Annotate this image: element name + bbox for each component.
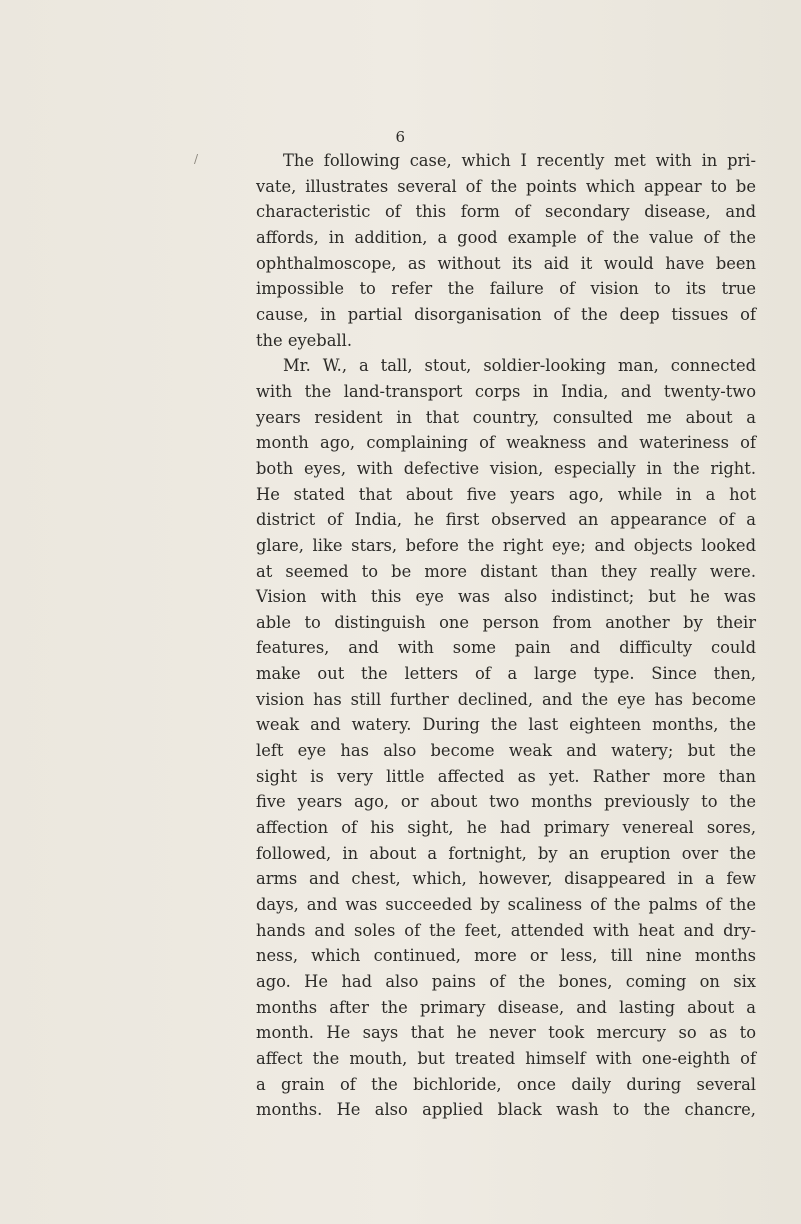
text-line: the eyeball.	[256, 330, 353, 350]
text-line: weak and watery. During the last eighteen months, the	[256, 715, 756, 735]
text-line: days, and was succeeded by scaliness of the palms of the	[256, 895, 756, 915]
text-line: years resident in that country, consulted me about a	[256, 407, 756, 427]
text-line: arms and chest, which, however, disappeared in a few	[256, 869, 756, 889]
text-line: make out the letters of a large type. Since then,	[256, 664, 756, 684]
text-line: The following case, which I recently met with in pri-	[283, 151, 756, 170]
text-line: He stated that about five years ago, while in a hot	[256, 484, 756, 504]
text-line: at seemed to be more distant than they really were.	[256, 561, 756, 581]
text-line: impossible to refer the failure of vision to its true	[256, 279, 756, 299]
text-line: followed, in about a fortnight, by an eruption over the	[256, 843, 756, 863]
text-line: month ago, complaining of weakness and wateriness of	[256, 433, 756, 453]
text-line: district of India, he first observed an appearance of a	[256, 510, 756, 530]
text-line: left eye has also become weak and watery; but the	[256, 741, 756, 761]
text-line: characteristic of this form of secondary disease, and	[256, 202, 756, 222]
text-line: sight is very little affected as yet. Rather more than	[256, 766, 756, 786]
text-line: affect the mouth, but treated himself with one-eighth of	[256, 1048, 756, 1068]
text-line: months. He also applied black wash to the chancre,	[256, 1100, 756, 1120]
text-line: affords, in addition, a good example of the value of the	[256, 227, 756, 247]
margin-mark: /	[194, 152, 199, 166]
text-line: a grain of the bichloride, once daily during several	[256, 1074, 756, 1094]
text-line: hands and soles of the feet, attended with heat and dry-	[256, 920, 756, 940]
text-line: able to distinguish one person from another by their	[256, 612, 756, 632]
text-line: features, and with some pain and difficulty could	[256, 638, 756, 658]
text-line: ophthalmoscope, as without its aid it would have been	[256, 253, 756, 273]
text-line: Mr. W., a tall, stout, soldier-looking man, connected	[283, 356, 756, 376]
text-line: ness, which continued, more or less, till nine months	[256, 946, 756, 966]
page-number: 6	[395, 128, 406, 146]
text-line: cause, in partial disorganisation of the deep tissues of	[256, 304, 756, 324]
text-line: with the land-transport corps in India, and twenty-two	[256, 381, 756, 401]
text-line: vision has still further declined, and the eye has become	[256, 689, 756, 709]
text-line: months after the primary disease, and lasting about a	[256, 997, 756, 1017]
body-text	[256, 148, 756, 1123]
text-line: Vision with this eye was also indistinct; but he was	[256, 587, 756, 607]
text-line: affection of his sight, he had primary venereal sores,	[256, 818, 756, 838]
text-line: ago. He had also pains of the bones, coming on six	[256, 972, 756, 991]
text-line: both eyes, with defective vision, especially in the right.	[256, 458, 756, 478]
text-line: month. He says that he never took mercury so as to	[256, 1023, 756, 1043]
text-line: five years ago, or about two months previously to the	[256, 792, 756, 812]
text-line: vate, illustrates several of the points which appear to be	[256, 176, 756, 196]
text-line: glare, like stars, before the right eye; and objects looked	[256, 535, 756, 555]
